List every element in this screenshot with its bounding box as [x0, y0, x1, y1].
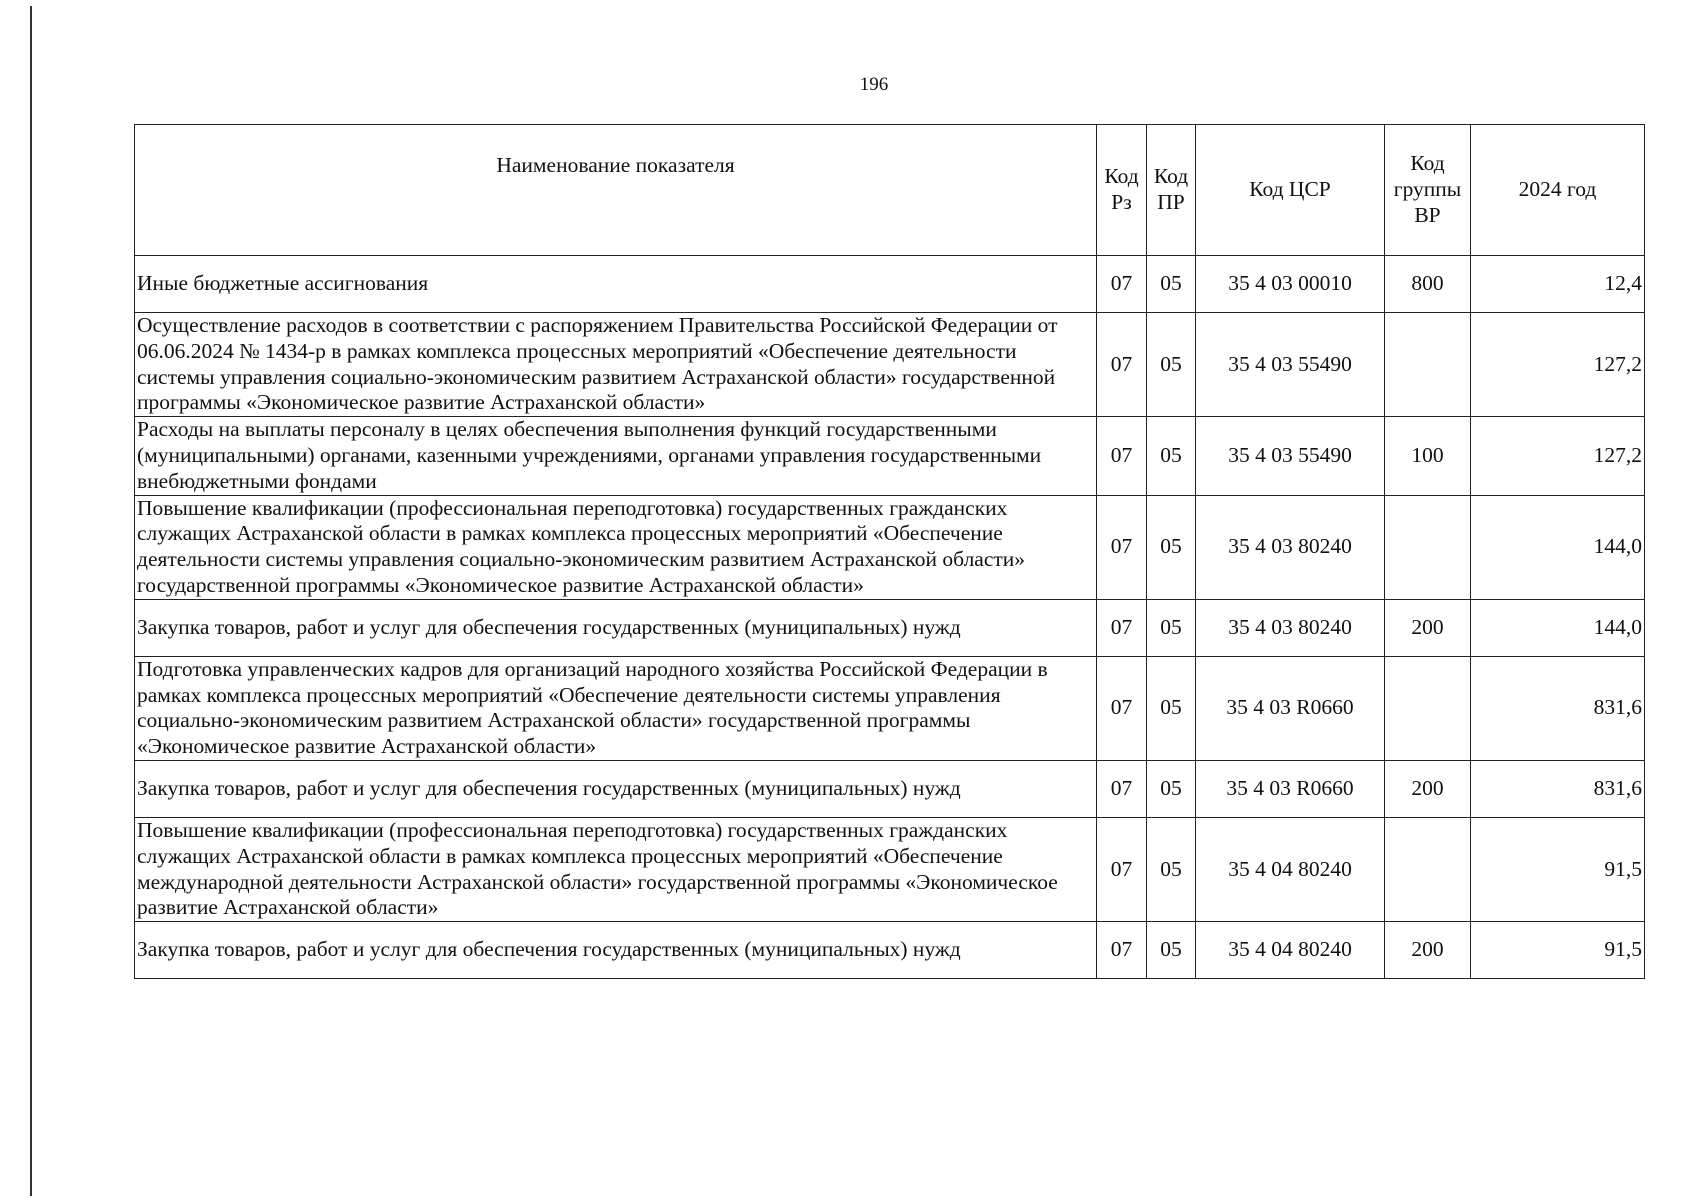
row-pr: 05	[1147, 599, 1196, 656]
row-vr: 200	[1385, 599, 1471, 656]
table-row	[135, 313, 1645, 417]
row-csr: 35 4 03 80240	[1196, 495, 1385, 599]
header-name: Наименование показателя	[135, 125, 1097, 256]
row-amount: 91,5	[1471, 922, 1645, 979]
row-vr	[1385, 656, 1471, 760]
row-pr: 05	[1147, 656, 1196, 760]
row-pr: 05	[1147, 760, 1196, 817]
header-vr: Код группы ВР	[1385, 125, 1471, 256]
row-rz: 07	[1097, 656, 1147, 760]
header-pr: Код ПР	[1147, 125, 1196, 256]
row-name: Расходы на выплаты персоналу в целях обеспечения выполнения функций государственными (муниципальными) органами, казенными учреждениями, органами управления государственными внебюджетными фондами	[135, 417, 1097, 495]
header-csr: Код ЦСР	[1196, 125, 1385, 256]
row-name: Повышение квалификации (профессиональная переподготовка) государственных гражданских служащих Астраханской области в рамках комплекса процессных мероприятий «Обеспечение деятельности системы управления социально-экономическим развитием Астраханской области» государственной программы «Экономическое развитие Астраханской области»	[135, 495, 1097, 599]
row-amount: 144,0	[1471, 495, 1645, 599]
row-csr: 35 4 03 R0660	[1196, 760, 1385, 817]
row-name: Закупка товаров, работ и услуг для обеспечения государственных (муниципальных) нужд	[135, 599, 1097, 656]
row-rz: 07	[1097, 495, 1147, 599]
row-name: Закупка товаров, работ и услуг для обеспечения государственных (муниципальных) нужд	[135, 922, 1097, 979]
table-row	[135, 495, 1645, 599]
table-row	[135, 599, 1645, 656]
budget-table	[134, 124, 1645, 979]
row-rz: 07	[1097, 313, 1147, 417]
row-rz: 07	[1097, 417, 1147, 495]
row-pr: 05	[1147, 495, 1196, 599]
row-vr: 100	[1385, 417, 1471, 495]
row-rz: 07	[1097, 922, 1147, 979]
row-vr: 200	[1385, 922, 1471, 979]
page-number: 196	[859, 74, 889, 95]
row-name: Подготовка управленческих кадров для организаций народного хозяйства Российской Федерации в рамках комплекса процессных мероприятий «Обеспечение деятельности системы управления социально-экономическим развитием Астраханской области» государственной программы «Экономическое развитие Астраханской области»	[135, 656, 1097, 760]
row-name: Осуществление расходов в соответствии с распоряжением Правительства Российской Федерации от 06.06.2024 № 1434-р в рамках комплекса процессных мероприятий «Обеспечение деятельности системы управления социально-экономическим развитием Астраханской области» государственной программы «Экономическое развитие Астраханской области»	[135, 313, 1097, 417]
row-name: Закупка товаров, работ и услуг для обеспечения государственных (муниципальных) нужд	[135, 760, 1097, 817]
row-name: Иные бюджетные ассигнования	[135, 256, 1097, 313]
row-vr	[1385, 495, 1471, 599]
header-rz: Код Рз	[1097, 125, 1147, 256]
row-pr: 05	[1147, 922, 1196, 979]
row-csr: 35 4 04 80240	[1196, 817, 1385, 921]
row-amount: 127,2	[1471, 313, 1645, 417]
row-amount: 831,6	[1471, 760, 1645, 817]
row-pr: 05	[1147, 256, 1196, 313]
table-row	[135, 256, 1645, 313]
table-row	[135, 417, 1645, 495]
row-csr: 35 4 03 55490	[1196, 417, 1385, 495]
row-csr: 35 4 04 80240	[1196, 922, 1385, 979]
table-header-row	[135, 125, 1645, 256]
row-rz: 07	[1097, 256, 1147, 313]
row-amount: 144,0	[1471, 599, 1645, 656]
row-csr: 35 4 03 00010	[1196, 256, 1385, 313]
header-year: 2024 год	[1471, 125, 1645, 256]
row-vr	[1385, 313, 1471, 417]
row-pr: 05	[1147, 313, 1196, 417]
table-row	[135, 760, 1645, 817]
row-csr: 35 4 03 R0660	[1196, 656, 1385, 760]
row-rz: 07	[1097, 599, 1147, 656]
row-vr: 800	[1385, 256, 1471, 313]
row-csr: 35 4 03 80240	[1196, 599, 1385, 656]
scan-edge-line	[30, 6, 32, 1196]
row-amount: 831,6	[1471, 656, 1645, 760]
row-name: Повышение квалификации (профессиональная переподготовка) государственных гражданских служащих Астраханской области в рамках комплекса процессных мероприятий «Обеспечение международной деятельности Астраханской области» государственной программы «Экономическое развитие Астраханской области»	[135, 817, 1097, 921]
row-rz: 07	[1097, 760, 1147, 817]
table-row	[135, 922, 1645, 979]
table-row	[135, 817, 1645, 921]
row-pr: 05	[1147, 817, 1196, 921]
row-amount: 12,4	[1471, 256, 1645, 313]
row-amount: 91,5	[1471, 817, 1645, 921]
row-pr: 05	[1147, 417, 1196, 495]
row-vr	[1385, 817, 1471, 921]
row-csr: 35 4 03 55490	[1196, 313, 1385, 417]
table-row	[135, 656, 1645, 760]
row-rz: 07	[1097, 817, 1147, 921]
row-amount: 127,2	[1471, 417, 1645, 495]
row-vr: 200	[1385, 760, 1471, 817]
